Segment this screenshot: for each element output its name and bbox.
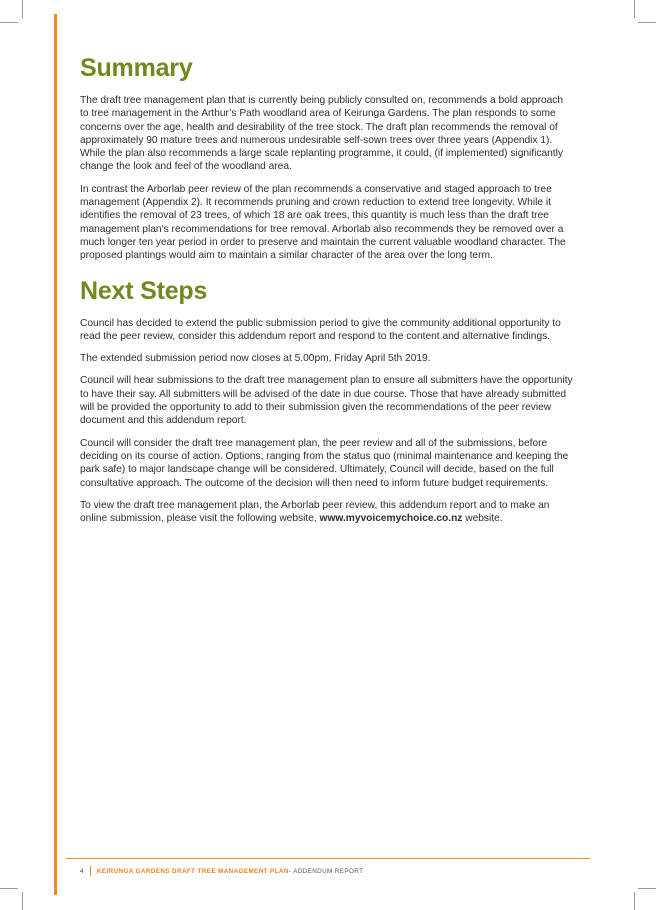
next-steps-heading: Next Steps [80,276,208,305]
crop-mark [638,22,656,23]
crop-mark [634,892,635,910]
crop-mark [22,892,23,910]
footer-title: KEIRUNGA GARDENS DRAFT TREE MANAGEMENT PLAN [96,867,289,875]
next-steps-paragraph: The extended submission period now closes at 5.00pm, Friday April 5th 2019. [80,353,431,365]
footer-rule [66,858,590,859]
next-steps-paragraph-website [80,499,574,526]
summary-heading: Summary [80,54,193,82]
crop-mark [0,888,18,889]
website-link[interactable]: www.myvoicemychoice.co.nz [319,513,463,525]
website-text-after: website. [462,513,503,525]
page-content [80,52,574,534]
crop-mark [0,22,18,23]
summary-paragraph: In contrast the Arborlab peer review of the plan recommends a conservative and staged approach to tree management (Appendix 2). It recommends pruning and crown reduction to extend tree longevity. While it identifies the removal of 23 trees, of which 18 are oak trees, this quantity is much less than the draft tree management plan’s recommendations for tree removal. Arborlab also recommends they be removed over a much longer ten year period in order to preserve and maintain the current valuable woodland character. The proposed plantings would aim to maintain a similar character of the area over the long term. [80,183,566,262]
crop-mark [638,888,656,889]
next-steps-paragraph: Council has decided to extend the public submission period to give the community additional opportunity to read the peer review, consider this addendum report and respond to the content and alternative findings. [80,317,561,342]
left-accent-rule [54,14,57,895]
next-steps-paragraph: Council will hear submissions to the draft tree management plan to ensure all submitters have the opportunity to have their say. All submitters will be advised of the date in due course. Those that have already submitted will be provided the opportunity to add to their submission given the recommendations of the peer review document and this addendum report. [80,375,573,427]
summary-paragraph: The draft tree management plan that is currently being publicly consulted on, recommends a bold approach to tree management in the Arthur’s Path woodland area of Keirunga Gardens. The plan responds to some concerns over the age, health and desirability of the tree stock. The draft plan recommends the removal of approximately 90 mature trees and numerous undesirable self-sown trees over three years (Appendix 1). While the plan also recommends a large scale replanting programme, it could, (if implemented) significantly change the look and feel of the woodland area. [80,95,564,173]
page-footer [80,866,363,876]
crop-mark [22,0,23,18]
crop-mark [634,0,635,18]
website-text-before: To view the draft tree management plan, the Arborlab peer review, this addendum report and to make an online submission, please visit the following website, [80,499,550,525]
next-steps-paragraph: Council will consider the draft tree management plan, the peer review and all of the submissions, before deciding on its course of action. Options, ranging from the status quo (minimal maintenance and keeping the park safe) to major landscape change will be considered. Ultimately, Council will decide, based on the full consultative approach. The outcome of the decision will then need to inform future budget requirements. [80,437,569,489]
footer-subtitle: - ADDENDUM REPORT [288,867,364,875]
page-number: 4 [80,867,84,875]
footer-separator [90,866,91,876]
